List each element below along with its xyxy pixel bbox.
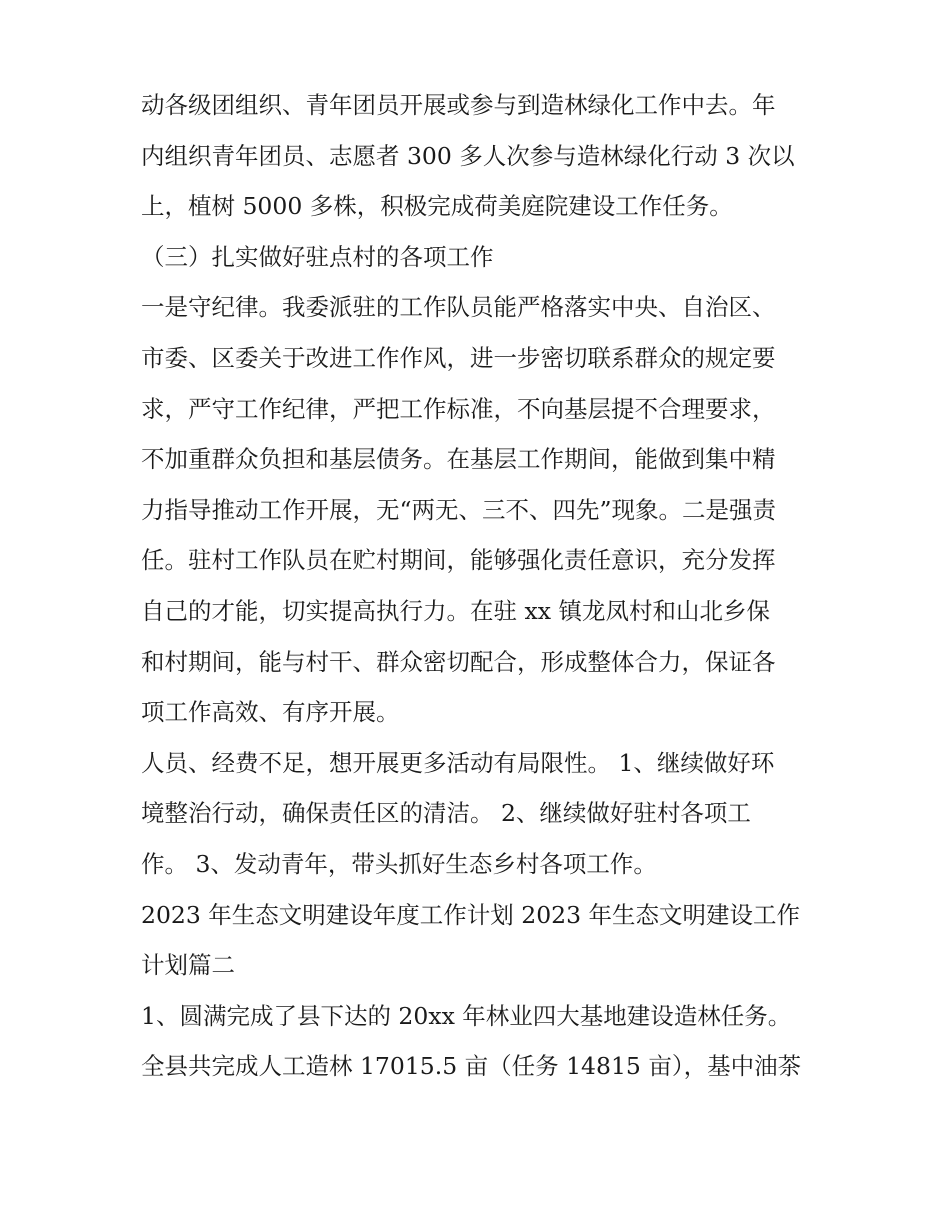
text-line: 求，严守工作纪律，严把工作标准，不向基层提不合理要求， [141, 394, 776, 423]
text-line: 境整治行动，确保责任区的清洁。 2、继续做好驻村各项工 [141, 799, 751, 828]
text-line: 项工作高效、有序开展。 [141, 698, 400, 727]
text-line: 1、圆满完成了县下达的 20xx 年林业四大基地建设造林任务。 [141, 1001, 792, 1030]
text-line: 动各级团组织、青年团员开展或参与到造林绿化工作中去。年 [141, 91, 776, 119]
text-line: 内组织青年团员、志愿者 300 多人次参与造林绿化行动 3 次以 [141, 141, 795, 170]
text-line: 不加重群众负担和基层债务。在基层工作期间，能做到集中精 [141, 445, 776, 474]
text-line: 上，植树 5000 多株，积极完成荷美庭院建设工作任务。 [141, 192, 733, 221]
text-line: 全县共完成人工造林 17015.5 亩（任务 14815 亩），基中油茶 [141, 1052, 802, 1081]
document-title-line: 2023 年生态文明建设年度工作计划 2023 年生态文明建设工作 [141, 900, 801, 929]
text-line: 市委、区委关于改进工作作风，进一步密切联系群众的规定要 [141, 343, 776, 372]
text-line: 任。驻村工作队员在贮村期间，能够强化责任意识，充分发挥 [141, 546, 776, 575]
section-heading: （三）扎实做好驻点村的各项工作 [141, 242, 494, 271]
text-line: 一是守纪律。我委派驻的工作队员能严格落实中央、自治区、 [141, 293, 776, 322]
text-line: 人员、经费不足，想开展更多活动有局限性。 1、继续做好环 [141, 748, 775, 777]
text-line: 力指导推动工作开展，无“两无、三不、四先”现象。二是强责 [141, 495, 777, 524]
text-line: 和村期间，能与村干、群众密切配合，形成整体合力，保证各 [141, 647, 776, 676]
text-line: 作。 3、发动青年，带头抓好生态乡村各项工作。 [141, 849, 657, 878]
document-title-line: 计划篇二 [141, 951, 235, 980]
text-line: 自己的才能，切实提高执行力。在驻 xx 镇龙凤村和山北乡保 [141, 596, 770, 625]
document-body [141, 80, 821, 1092]
